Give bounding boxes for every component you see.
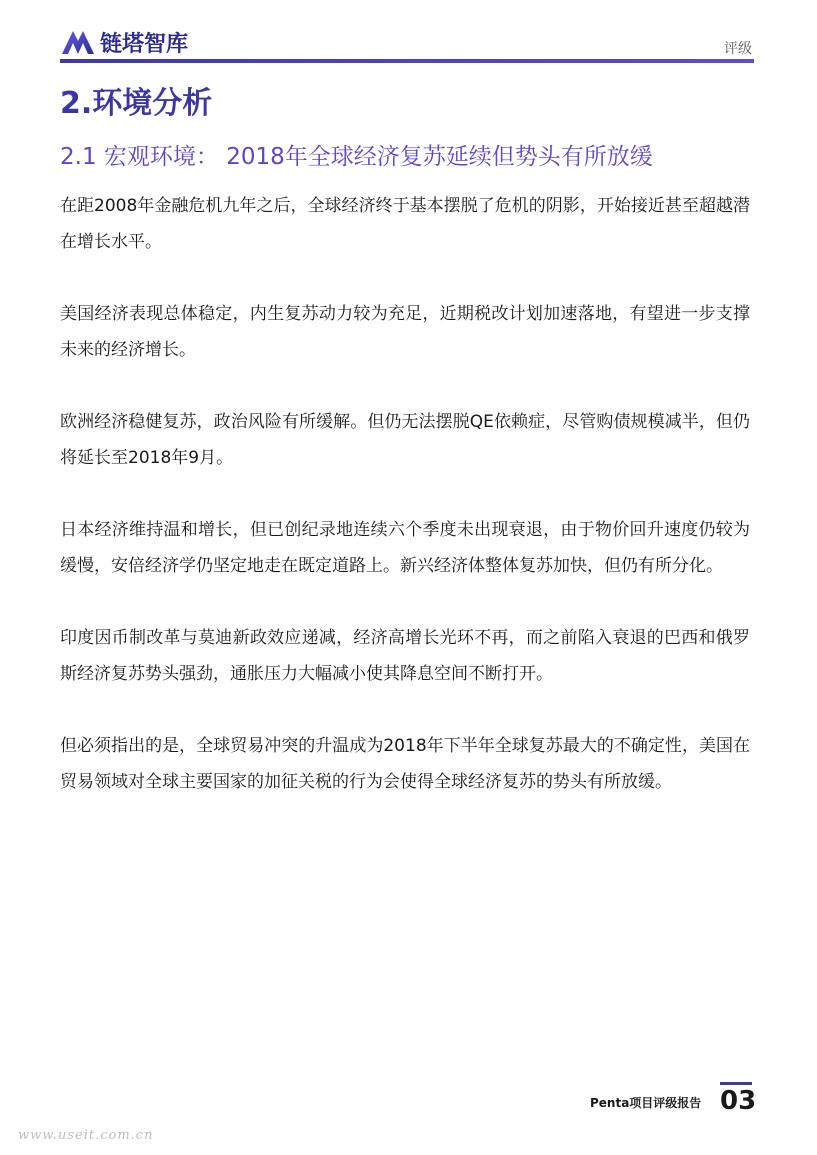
paragraph: 但必须指出的是，全球贸易冲突的升温成为2018年下半年全球复苏最大的不确定性，美国在贸易领域对全球主要国家的加征关税的行为会使得全球经济复苏的势头有所放缓。 xyxy=(60,736,750,792)
watermark: www.useit.com.cn xyxy=(18,1128,154,1143)
header-divider xyxy=(60,59,754,63)
paragraph: 美国经济表现总体稳定，内生复苏动力较为充足，近期税改计划加速落地，有望进一步支撑未来的经济增长。 xyxy=(60,304,750,360)
section-title: 2.环境分析 xyxy=(60,86,213,121)
brand-logo xyxy=(60,26,188,58)
page-number-bar xyxy=(720,1082,752,1085)
page-header xyxy=(60,24,754,66)
paragraph: 日本经济维持温和增长，但已创纪录地连续六个季度未出现衰退，由于物价回升速度仍较为缓慢，安倍经济学仍坚定地走在既定道路上。新兴经济体整体复苏加快，但仍有所分化。 xyxy=(60,520,750,576)
header-category-tag: 评级 xyxy=(724,41,752,57)
paragraph: 印度因币制改革与莫迪新政效应递减，经济高增长光环不再，而之前陷入衰退的巴西和俄罗斯经济复苏势头强劲，通胀压力大幅减小使其降息空间不断打开。 xyxy=(60,628,750,684)
subsection-title: 2.1 宏观环境： 2018年全球经济复苏延续但势头有所放缓 xyxy=(60,144,653,170)
paragraph: 欧洲经济稳健复苏，政治风险有所缓解。但仍无法摆脱QE依赖症，尽管购债规模减半，但仍将延长至2018年9月。 xyxy=(60,412,750,468)
body-text xyxy=(60,188,750,836)
brand-name: 链塔智库 xyxy=(100,31,189,57)
paragraph: 在距2008年金融危机九年之后，全球经济终于基本摆脱了危机的阴影，开始接近甚至超越潜在增长水平。 xyxy=(60,196,750,252)
footer-report-label: Penta项目评级报告 xyxy=(590,1096,702,1110)
page-number: 03 xyxy=(720,1086,757,1116)
triangle-logo-icon xyxy=(60,28,96,56)
